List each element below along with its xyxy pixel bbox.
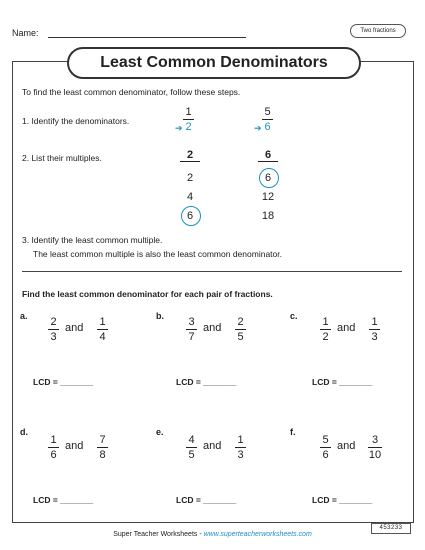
- name-label: Name:: [12, 28, 39, 38]
- lcd-answer-line[interactable]: LCD = _______: [33, 377, 94, 387]
- fraction-bar: [262, 119, 273, 120]
- fraction-bar: [186, 329, 197, 330]
- highlight-circle: [259, 168, 279, 188]
- fraction-denominator: 6: [264, 121, 271, 133]
- fraction-numerator: 1: [322, 316, 329, 328]
- step-1-text: 1. Identify the denominators.: [22, 116, 130, 126]
- arrow-icon: ➔: [175, 123, 183, 133]
- fraction-bar: [48, 329, 59, 330]
- fraction-numerator: 5: [264, 106, 271, 118]
- problem-fraction: [368, 434, 382, 461]
- fraction-numerator: 7: [99, 434, 106, 446]
- fraction-numerator: 5: [322, 434, 329, 446]
- problem-fraction: [320, 316, 331, 343]
- footer-url-link[interactable]: www.superteacherworksheets.com: [203, 531, 312, 538]
- fraction-numerator: 3: [188, 316, 195, 328]
- multiples-header-2: 2: [180, 149, 200, 162]
- fraction-denominator: 4: [99, 331, 106, 343]
- fraction-numerator: 2: [50, 316, 57, 328]
- worksheet-type-badge: Two fractions: [350, 24, 406, 38]
- problem-fraction: [97, 434, 108, 461]
- multiples-header-6: 6: [258, 149, 278, 162]
- problem-letter: a.: [20, 311, 28, 321]
- footer: [0, 531, 425, 538]
- fraction-bar: [320, 329, 331, 330]
- arrow-icon: ➔: [254, 123, 262, 133]
- section-divider: [22, 271, 402, 272]
- fraction-bar: [235, 329, 246, 330]
- lcd-answer-line[interactable]: LCD = _______: [33, 495, 94, 505]
- problem-fraction: [235, 316, 246, 343]
- problem-letter: b.: [156, 311, 164, 321]
- fraction-denominator: 3: [50, 331, 57, 343]
- problem-fraction: [320, 434, 331, 461]
- fraction-bar: [186, 447, 197, 448]
- task-instruction: Find the least common denominator for each pair of fractions.: [22, 289, 273, 299]
- fraction-denominator: 5: [237, 331, 244, 343]
- and-word: and: [337, 440, 356, 452]
- problem-letter: f.: [290, 427, 296, 437]
- fraction-denominator: 6: [50, 449, 57, 461]
- fraction-numerator: 1: [185, 106, 192, 118]
- problem-fraction: [235, 434, 246, 461]
- example-fraction-1: [183, 106, 194, 133]
- and-word: and: [337, 322, 356, 334]
- page-title: Least Common Denominators: [67, 47, 361, 79]
- fraction-bar: [369, 329, 380, 330]
- multiple-value: 18: [261, 210, 275, 222]
- fraction-denominator: 10: [368, 449, 382, 461]
- fraction-numerator: 3: [371, 434, 379, 446]
- step-3-detail: The least common multiple is also the least common denominator.: [33, 249, 282, 259]
- lcd-answer-line[interactable]: LCD = _______: [176, 377, 237, 387]
- problem-fraction: [48, 434, 59, 461]
- lcd-answer-line[interactable]: LCD = _______: [176, 495, 237, 505]
- problem-fraction: [186, 316, 197, 343]
- fraction-bar: [183, 119, 194, 120]
- fraction-bar: [368, 447, 382, 448]
- fraction-numerator: 4: [188, 434, 195, 446]
- multiple-value-circled: 6: [264, 172, 272, 184]
- problem-fraction: [369, 316, 380, 343]
- problem-letter: d.: [20, 427, 28, 437]
- multiple-value: 2: [186, 172, 194, 184]
- and-word: and: [65, 322, 84, 334]
- fraction-denominator: 7: [188, 331, 195, 343]
- highlight-circle: [181, 206, 201, 226]
- fraction-bar: [97, 447, 108, 448]
- fraction-bar: [235, 447, 246, 448]
- fraction-numerator: 1: [50, 434, 57, 446]
- and-word: and: [203, 440, 222, 452]
- example-fraction-2: [262, 106, 273, 133]
- lcd-answer-line[interactable]: LCD = _______: [312, 495, 373, 505]
- fraction-numerator: 1: [99, 316, 106, 328]
- fraction-denominator: 5: [188, 449, 195, 461]
- name-line: [48, 37, 246, 38]
- multiple-value: 4: [186, 191, 194, 203]
- step-2-text: 2. List their multiples.: [22, 153, 102, 163]
- and-word: and: [203, 322, 222, 334]
- problem-letter: c.: [290, 311, 298, 321]
- problem-fraction: [48, 316, 59, 343]
- fraction-denominator: 8: [99, 449, 106, 461]
- fraction-denominator: 2: [322, 331, 329, 343]
- fraction-bar: [48, 447, 59, 448]
- and-word: and: [65, 440, 84, 452]
- fraction-denominator: 3: [237, 449, 244, 461]
- worksheet-code: 453233: [371, 523, 411, 534]
- multiple-value: 12: [261, 191, 275, 203]
- intro-text: To find the least common denominator, follow these steps.: [22, 87, 241, 97]
- footer-brand: Super Teacher Worksheets -: [113, 531, 204, 538]
- fraction-numerator: 2: [237, 316, 244, 328]
- lcd-answer-line[interactable]: LCD = _______: [312, 377, 373, 387]
- step-3-text: 3. Identify the least common multiple.: [22, 235, 163, 245]
- problem-letter: e.: [156, 427, 164, 437]
- multiple-value-circled: 6: [186, 210, 194, 222]
- fraction-denominator: 3: [371, 331, 378, 343]
- problem-fraction: [97, 316, 108, 343]
- fraction-bar: [97, 329, 108, 330]
- fraction-numerator: 1: [237, 434, 244, 446]
- fraction-denominator: 6: [322, 449, 329, 461]
- fraction-numerator: 1: [371, 316, 378, 328]
- fraction-bar: [320, 447, 331, 448]
- problem-fraction: [186, 434, 197, 461]
- fraction-denominator: 2: [185, 121, 192, 133]
